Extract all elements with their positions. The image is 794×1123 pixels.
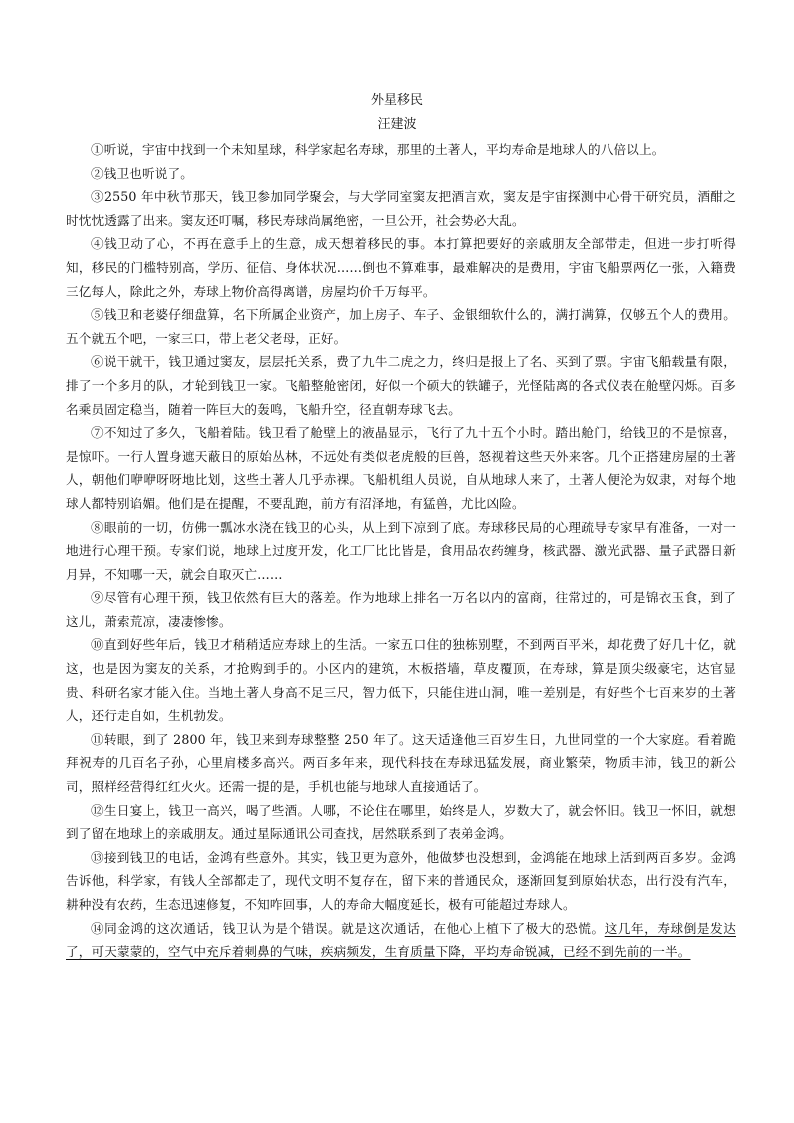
paragraph-14-text: ⑭同金鸿的这次通话，钱卫认为是个错误。就是这次通话，在他心上植下了极大的恐慌。	[91, 920, 605, 936]
underlined-sentence: 这几年，寿球倒是发达了，可天蒙蒙的，空气中充斥着刺鼻的气味，疾病频发，生育质量下降，平均寿命锐减，已经不到先前的一半。	[66, 920, 736, 960]
paragraph-6: ⑥说干就干，钱卫通过窦友，层层托关系，费了九牛二虎之力，终归是报上了名、买到了票。宇宙飞船载量有限，排了一个多月的队，才轮到钱卫一家。飞船整舱密闭，好似一个硕大的铁罐子，光怪陆离的各式仪表在舱壁闪烁。百多名乘员固定稳当，随着一阵巨大的轰鸣，飞船升空，径直朝寿球飞去。	[66, 354, 736, 417]
paragraph-7: ⑦不知过了多久，飞船着陆。钱卫看了舱壁上的液晶显示，飞行了九十五个小时。踏出舱门，给钱卫的不是惊喜，是惊吓。一行人置身遮天蔽日的原始丛林，不远处有类似老虎般的巨兽，怒视着这些天外来客。几个正搭建房屋的土著人，朝他们咿咿呀呀地比划，这些土著人几乎赤裸。飞船机组人员说，自从地球人来了，土著人便沦为奴隶，对每个地球人都特别谄媚。他们是在提醒，不要乱跑，前方有沼泽地，有猛兽，尤比凶险。	[66, 425, 736, 511]
paragraph-2: ②钱卫也听说了。	[91, 165, 193, 181]
paragraph-13: ⑬接到钱卫的电话，金鸿有些意外。其实，钱卫更为意外，他做梦也没想到，金鸿能在地球上活到两百多岁。金鸿告诉他，科学家，有钱人全部都走了，现代文明不复存在，留下来的普通民众，逐渐回复到原始状态，出行没有汽车，耕种没有农药，生态迅速修复，不知咋回事，人的寿命大幅度延长，极有可能超过寿球人。	[66, 849, 736, 912]
paragraph-11: ⑪转眼，到了 2800 年，钱卫来到寿球整整 250 年了。这天适逢他三百岁生日，九世同堂的一个大家庭。看着跪拜祝寿的几百名子孙，心里肩楼多高兴。两百多年来，现代科技在寿球迅猛发展，商业繁荣，物质丰沛，钱卫的新公司，照样经营得红红火火。还需一提的是，手机也能与地球人直接通话了。	[66, 731, 736, 795]
article-body	[66, 138, 736, 964]
paragraph-4: ④钱卫动了心，不再在意手上的生意，成天想着移民的事。本打算把要好的亲戚朋友全部带走，但进一步打听得知，移民的门槛特别高，学历、征信、身体状况……倒也不算难事，最难解决的是费用，宇宙飞船票两亿一张，入籍费三亿每人，除此之外，寿球上物价高得离谱，房屋均价千万每平。	[66, 236, 736, 299]
paragraph-12: ⑫生日宴上，钱卫一高兴，喝了些酒。人哪，不论住在哪里，始终是人，岁数大了，就会怀旧。钱卫一怀旧，就想到了留在地球上的亲戚朋友。通过星际通讯公司查找，居然联系到了表弟金鸿。	[66, 802, 736, 842]
paragraph-1: ①听说，宇宙中找到一个未知星球，科学家起名寿球，那里的土著人，平均寿命是地球人的八倍以上。	[91, 142, 665, 157]
paragraph-3: ③2550 年中秋节那天，钱卫参加同学聚会，与大学同室窦友把酒言欢，窦友是宇宙探测中心骨干研究员，酒酣之时忱忱透露了出来。窦友还叮嘱，移民寿球尚属绝密，一旦公开，社会势必大乱。	[66, 189, 736, 228]
paragraph-5: ⑤钱卫和老婆仔细盘算，名下所属企业资产，加上房子、车子、金银细软什么的，满打满算，仅够五个人的费用。五个就五个吧，一家三口，带上老父老母，正好。	[66, 307, 736, 346]
article-title: 外星移民	[370, 93, 423, 108]
paragraph-10: ⑩直到好些年后，钱卫才稍稍适应寿球上的生活。一家五口住的独栋别墅，不到两百平米，却花费了好几十亿，就这，也是因为窦友的关系，才抢购到手的。小区内的建筑，木板搭墙，草皮覆顶，在寿球，算是顶尖级豪宅，达官显贵、科研名家才能入住。当地土著人身高不足三尺，智力低下，只能住进山洞，唯一差别是，有好些个七百来岁的土著人，还行走自如，生机勃发。	[66, 637, 736, 724]
paragraph-8: ⑧眼前的一切，仿佛一瓢冰水浇在钱卫的心头，从上到下凉到了底。寿球移民局的心理疏导专家早有准备，一对一地进行心理干预。专家们说，地球上过度开发，化工厂比比皆是，食用品农药缠身，核武器、激光武器、量子武器日新月异，不知哪一天，就会自取灭亡……	[66, 519, 736, 582]
article-author: 汪建波	[377, 117, 417, 132]
paragraph-9: ⑨尽管有心理干预，钱卫依然有巨大的落差。作为地球上排名一万名以内的富商，往常过的，可是锦衣玉食，到了这儿，萧索荒凉，凄凄惨惨。	[66, 590, 736, 629]
paragraph-14	[66, 917, 736, 964]
